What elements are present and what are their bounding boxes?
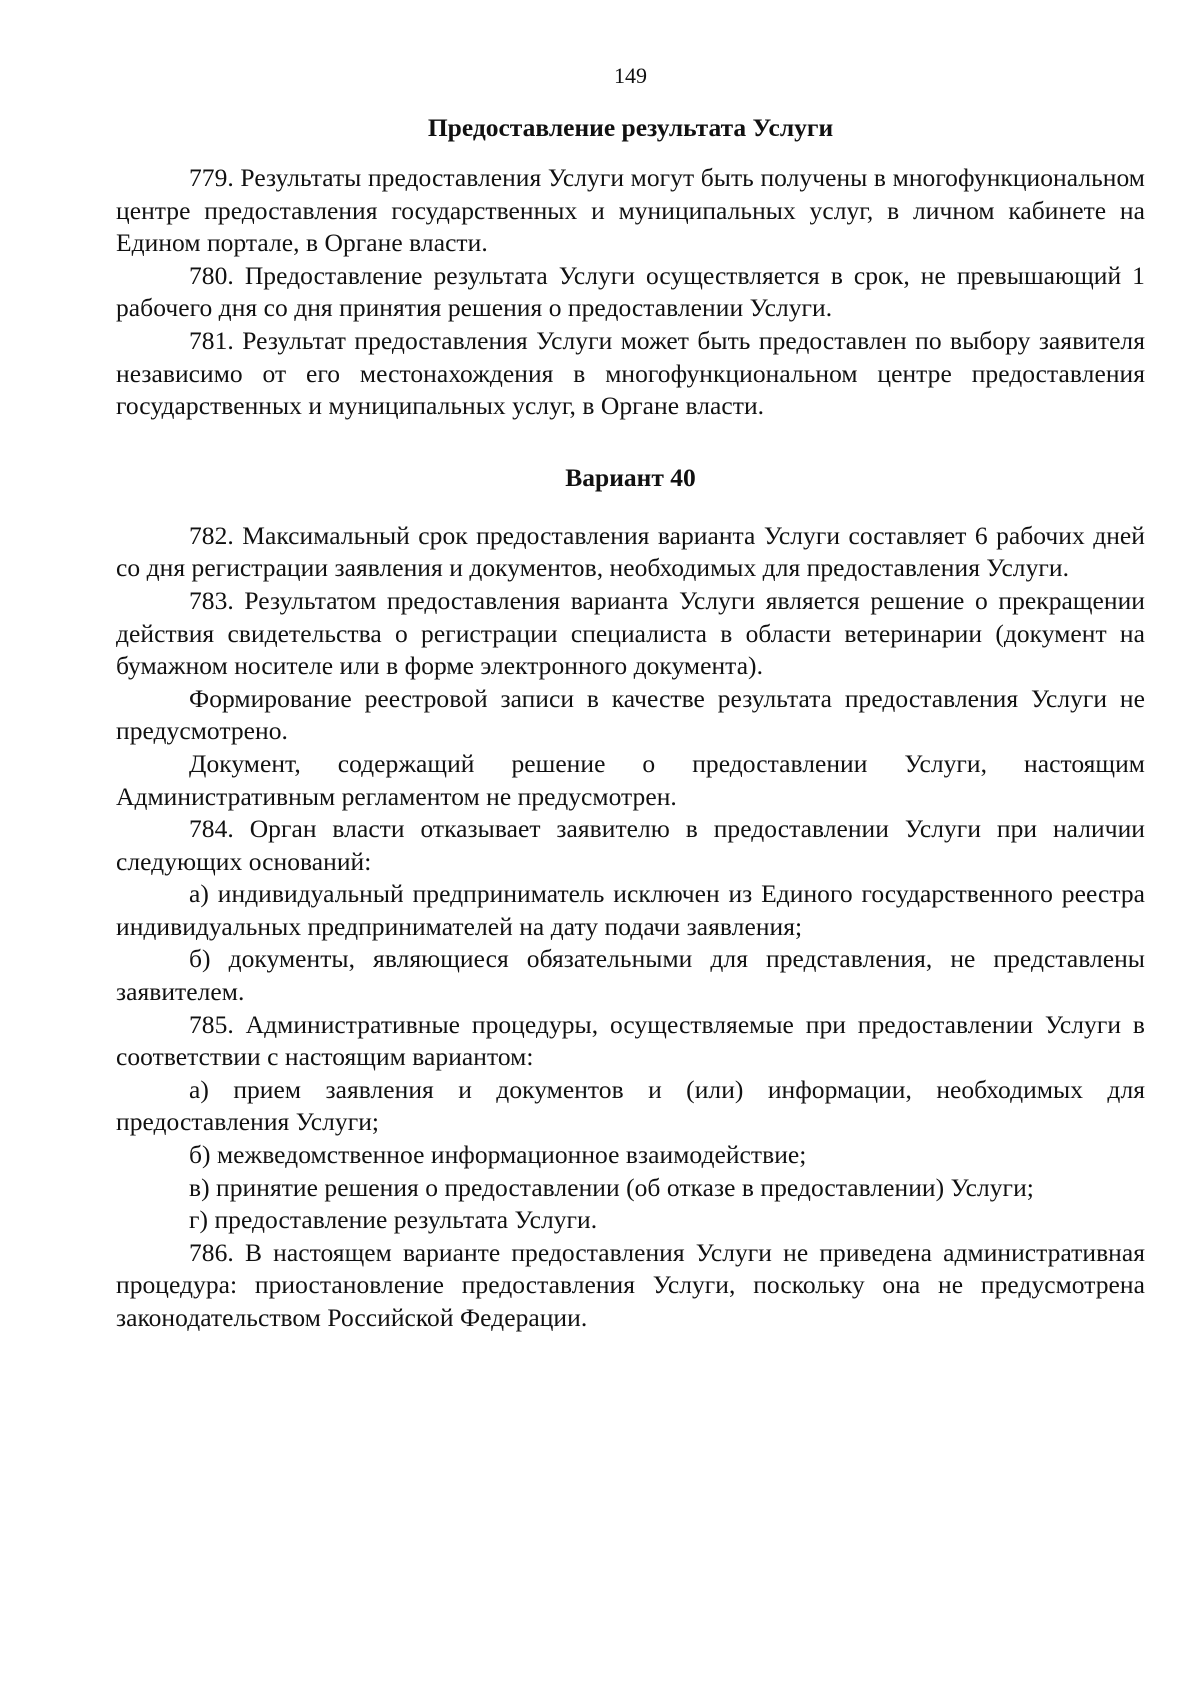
paragraph-785-item-g: г) предоставление результата Услуги. [189, 1205, 598, 1235]
section-title-variant-40: Вариант 40 [565, 462, 696, 492]
paragraph-785: 785. Административные процедуры, осуществляемые при предоставлении Услуги в соответствии с настоящим вариантом: [116, 1009, 1145, 1072]
paragraph-registry-record: Формирование реестровой записи в качестве результата предоставления Услуги не предусмотрено. [116, 683, 1145, 746]
paragraph-784: 784. Орган власти отказывает заявителю в предоставлении Услуги при наличии следующих оснований: [116, 814, 1145, 876]
paragraph-783: 783. Результатом предоставления варианта Услуги является решение о прекращении действия свидетельства о регистрации специалиста в области ветеринарии (документ на бумажном носителе или в форме электронного документа). [116, 585, 1145, 681]
paragraph-781: 781. Результат предоставления Услуги может быть предоставлен по выбору заявителя независимо от его местонахождения в многофункциональном центре предоставления государственных и муниципальных услуг, в Органе власти. [116, 325, 1145, 421]
paragraph-779: 779. Результаты предоставления Услуги могут быть получены в многофункциональном центре предоставления государственных и муниципальных услуг, в личном кабинете на Едином портале, в Органе власти. [116, 163, 1145, 258]
paragraph-784-item-b: б) документы, являющиеся обязательными для представления, не представлены заявителем. [116, 944, 1145, 1007]
paragraph-decision-document: Документ, содержащий решение о предоставлении Услуги, настоящим Административным регламентом не предусмотрен. [116, 748, 1145, 811]
page-number: 149 [614, 63, 647, 88]
paragraph-782: 782. Максимальный срок предоставления варианта Услуги составляет 6 рабочих дней со дня регистрации заявления и документов, необходимых для предоставления Услуги. [116, 520, 1145, 583]
paragraph-785-item-v: в) принятие решения о предоставлении (об отказе в предоставлении) Услуги; [189, 1172, 1034, 1202]
paragraph-785-item-b: б) межведомственное информационное взаимодействие; [189, 1140, 807, 1170]
document-page [116, 62, 1145, 1335]
section-title-result: Предоставление результата Услуги [427, 113, 834, 142]
paragraph-780: 780. Предоставление результата Услуги осуществляется в срок, не превышающий 1 рабочего дня со дня принятия решения о предоставлении Услуги. [116, 260, 1145, 323]
paragraph-785-item-a: а) прием заявления и документов и (или) информации, необходимых для предоставления Услуги; [116, 1074, 1145, 1137]
paragraph-784-item-a: а) индивидуальный предприниматель исключен из Единого государственного реестра индивидуальных предпринимателей на дату подачи заявления; [116, 879, 1145, 941]
paragraph-786: 786. В настоящем варианте предоставления Услуги не приведена административная процедура: приостановление предоставления Услуги, поскольку она не предусмотрена законодательством Российской Федерации. [116, 1237, 1145, 1332]
